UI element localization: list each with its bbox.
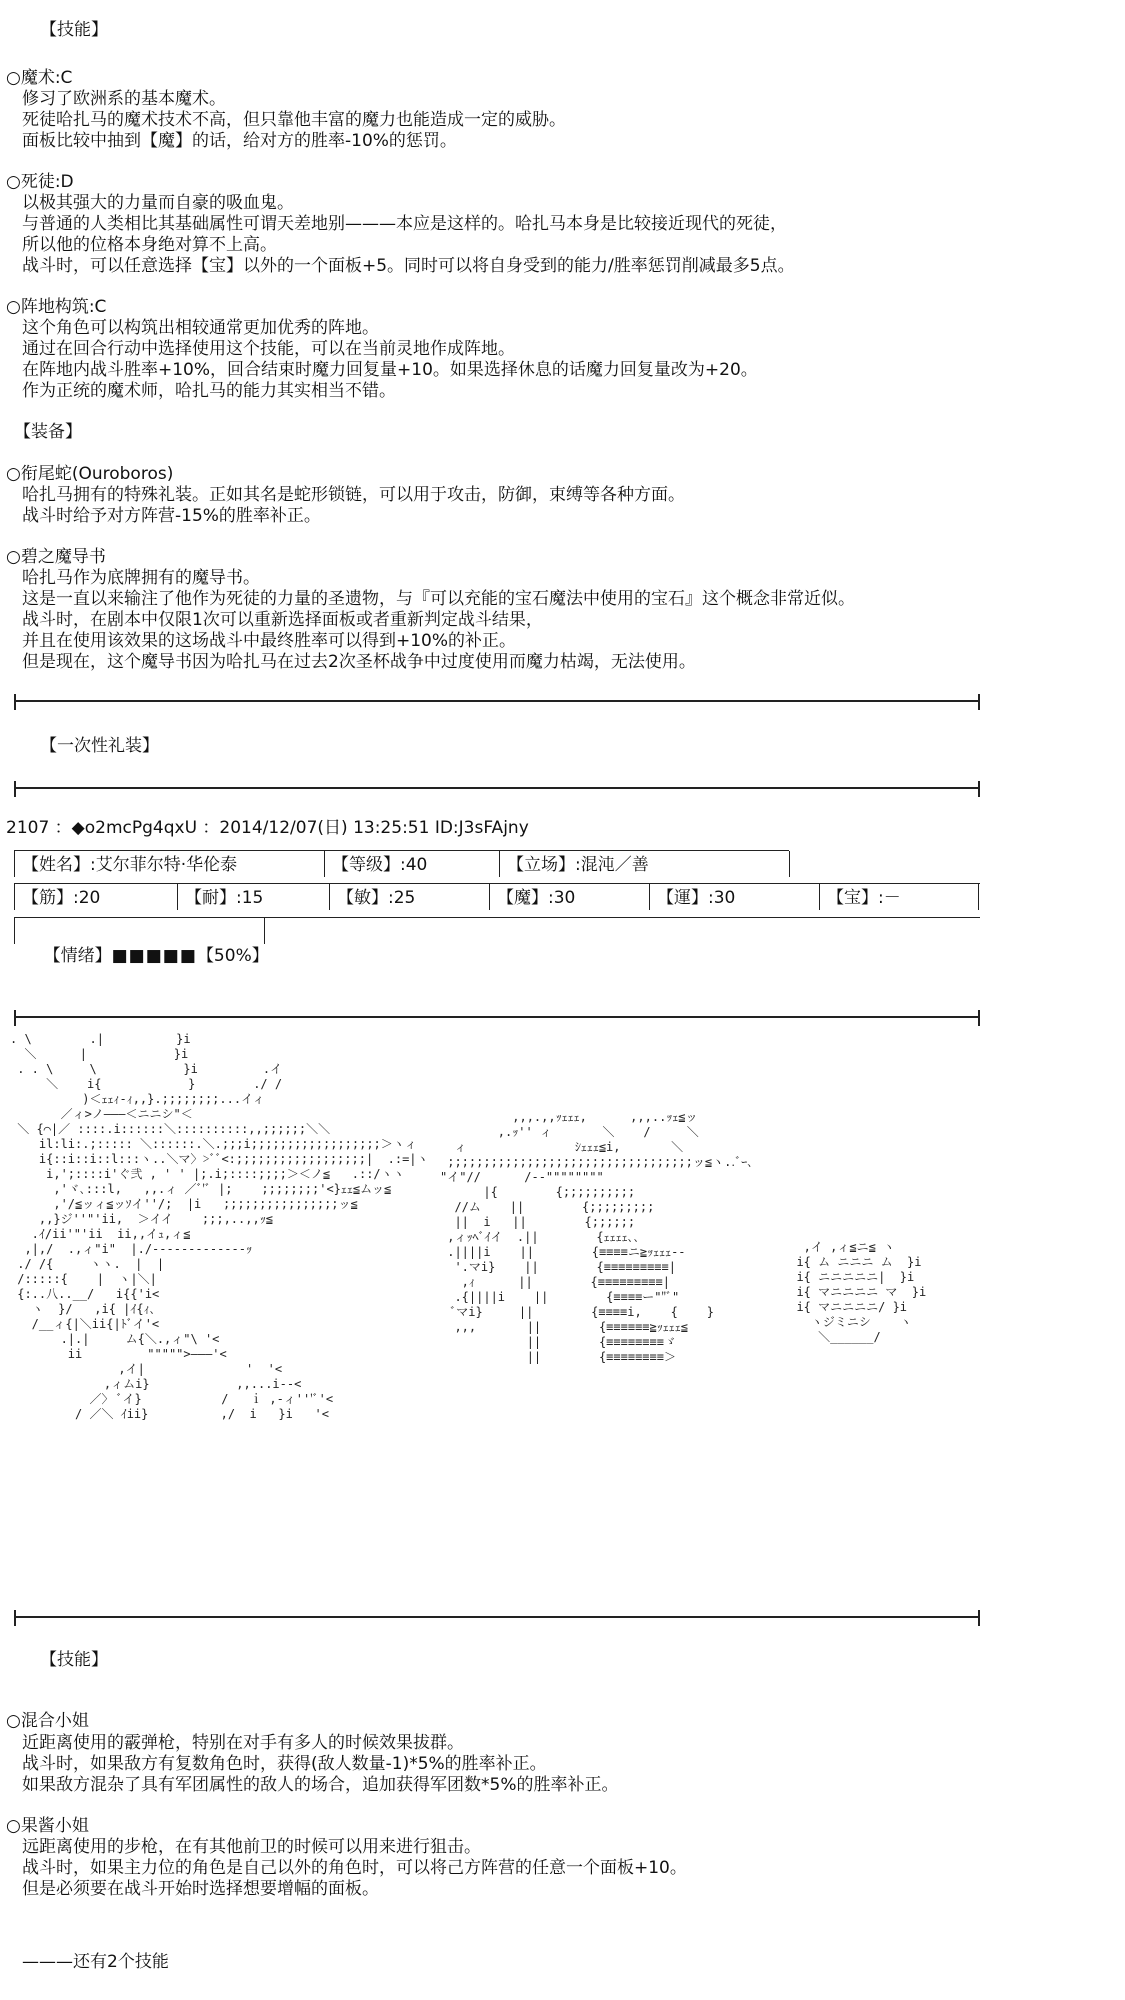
equipment-desc-line: 并且在使用该效果的这场战斗中最终胜率可以得到+10%的补正。: [22, 631, 517, 651]
equipment-desc-line: 这是一直以来输注了他作为死徒的力量的圣遗物，与『可以充能的宝石魔法中使用的宝石』这个概念非常近似。: [22, 589, 855, 609]
skill-desc-line: 战斗时，如果主力位的角色是自己以外的角色时，可以将己方阵营的任意一个面板+10。: [22, 1858, 687, 1878]
section-heading-equipment: 【装备】: [14, 422, 82, 442]
equipment-name: ○碧之魔导书: [6, 547, 106, 567]
skill-desc-line: 在阵地内战斗胜率+10%，回合结束时魔力回复量+10。如果选择休息的话魔力回复量改为+20。: [22, 360, 758, 380]
status-level: 【等级】:40: [324, 853, 499, 879]
skill-desc-line: 所以他的位格本身绝对算不上高。: [22, 235, 277, 255]
equipment-desc-line: 哈扎马作为底牌拥有的魔导书。: [22, 568, 260, 588]
footer-note: ———还有2个技能: [22, 1952, 169, 1972]
table-edge: [264, 920, 272, 946]
status-table-border: [14, 883, 980, 884]
stat-con: 【耐】:15: [177, 886, 329, 912]
skill-desc-line: 如果敌方混杂了具有军团属性的敌人的场合，追加获得军团数*5%的胜率补正。: [22, 1775, 619, 1795]
skill-name: ○果酱小姐: [6, 1816, 89, 1836]
skill-name: ○魔术:C: [6, 68, 73, 88]
stat-np: 【宝】:－: [819, 886, 979, 912]
skill-desc-line: 面板比较中抽到【魔】的话，给对方的胜率-10%的惩罚。: [22, 131, 457, 151]
skill-desc-line: 死徒哈扎马的魔术技术不高，但只靠他丰富的魔力也能造成一定的威胁。: [22, 110, 566, 130]
status-row-mood: [14, 920, 980, 966]
stat-mag: 【魔】:30: [489, 886, 649, 912]
section-heading-skills: 【技能】: [40, 20, 108, 40]
divider: [14, 787, 980, 789]
skill-desc-line: 修习了欧洲系的基本魔术。: [22, 89, 226, 109]
table-edge: [789, 853, 799, 879]
post-header: 2107 ：◆o2mcPg4qxU ：2014/12/07(日) 13:25:51 ID:J3sFAjny: [6, 818, 529, 838]
skill-name: ○死徒:D: [6, 172, 74, 192]
equipment-desc-line: 战斗时，在剧本中仅限1次可以重新选择面板或者重新判定战斗结果，: [22, 610, 543, 630]
table-edge: [978, 886, 986, 912]
cannon-muzzle-ascii-art: ,イ ,ィ≦ニ≦ ヽ i{ ム ニニニ ム }i i{ ニニニニニ| }i i{ マニニニニ マ }i i{ マニニニニ/ }i ヽジミニシ ヽ ＼______/: [796, 1240, 927, 1344]
equipment-desc-line: 但是现在，这个魔导书因为哈扎马在过去2次圣杯战争中过度使用而魔力枯竭，无法使用。: [22, 652, 696, 672]
stat-agi: 【敏】:25: [329, 886, 489, 912]
skill-desc-line: 但是必须要在战斗开始时选择想要增幅的面板。: [22, 1879, 379, 1899]
skill-desc-line: 战斗时，可以任意选择【宝】以外的一个面板+5。同时可以将自身受到的能力/胜率惩罚削减最多5点。: [22, 256, 795, 276]
mood-cell: [14, 920, 269, 966]
mood-percent: 【50%】: [196, 946, 269, 966]
status-row-identity: [14, 853, 980, 879]
equipment-desc-line: 战斗时给予对方阵营-15%的胜率补正。: [22, 506, 321, 526]
skill-name: ○混合小姐: [6, 1711, 89, 1731]
skill-desc-line: 通过在回合行动中选择使用这个技能，可以在当前灵地作成阵地。: [22, 339, 515, 359]
skill-desc-line: 远距离使用的步枪，在有其他前卫的时候可以用来进行狙击。: [22, 1837, 481, 1857]
divider: [14, 1016, 980, 1018]
cannon-ascii-art: ,,,.,,ｯｪｪｪ, ,,,..ｯｪ≦ッ ,.ｯ'' ィ ＼ / ＼ ィ ｼｪｪｪ≦i, ＼ ;;;;;;;;;;;;;;;;;;;;;;;;;;;;;;;;;;ッ≦ヽ..ﾞｰ､ "イ"// /--"""""""" |{ {;;;;;;;;;; //ム || {;;;;;;;;; || i || {;;;;;; ,ィｯﾍﾞｲイ .|| {ｪｪｪｪ､､ .||||i || {≡≡≡≡ニ≧ｯｪｪｪ-- '.マi} || {≡≡≡≡≡≡≡≡≡| ,ｨ || {≡≡≡≡≡≡≡≡≡| .{||||i || {≡≡≡≡ー""ﾞ" ﾞマi} || {≡≡≡≡i, { } ,,, || {≡≡≡≡≡≡≧ｯｪｪｪ≦ || {≡≡≡≡≡≡≡≡ゞ || {≡≡≡≡≡≡≡≡＞: [440, 1110, 754, 1364]
skill-name: ○阵地构筑:C: [6, 297, 107, 317]
status-name: 【姓名】:艾尔菲尔特·华伦泰: [14, 853, 324, 879]
skill-desc-line: 近距离使用的霰弹枪，特别在对手有多人的时候效果拔群。: [22, 1733, 464, 1753]
status-stance: 【立场】:混沌／善: [499, 853, 789, 879]
equipment-desc-line: 哈扎马拥有的特殊礼装。正如其名是蛇形锁链，可以用于攻击，防御，束缚等各种方面。: [22, 485, 685, 505]
character-ascii-art: . \ .| }i ＼ | }i . . \ \ }i .イ ＼ i{ } ./ / )＜ｪｪｨ-ｨ,,}.;;;;;;;;...イィ ／ィ>ノ———＜ニニシ"＜ ＼ {⌒|／ ::::.i::::::＼::::::::::,,;;;;;;＼＼ il:li:.;::::: ＼::::::.＼.;;;i;;;;;;;;;;;;;;;;;;＞ヽィ i{::i::i::l:::ヽ..＼マ〉>ﾞﾞ<:;;;;;;;;;;;;;;;;;;| .:=|ヽ i,';::::i'ぐ弐 , ' ' |;.i;::::;;;;＞＜ノ≦ .::/ヽヽ ,'ヾ､:::l, ,,.ィ ／ﾞ'ﾞ |; ;;;;;;;;'<}ｪｪ≦ムッ≦ ,'/≦ッィ≦ッｿイ''/; |i ;;;;;;;;;;;;;;;;ッ≦ ,,}ジ''"'ii, ＞イイ ;;;,..,,ｯ≦ .ｲ/ii'"'ii ii,,イｭ,ィ≦ ,|,/ .,ィ"i" |./---‐‐‐‐‐‐‐‐‐‐ｯ ./ /{ ヽヽ. | | /:::::{ | ヽ|＼| {:..八..__/ i{{'i< ヽ }/ ,i{ |ｲ{ｨ､ /__ィ{|＼ii{|ﾄﾞイ'< .|.| ム{＼.,ィ"\ '< ii """"">———'< ,イ| ' '< ,ィムi} ,,...i--< ／〉 ﾞイ} / ｉ ,-ィ'''ﾞ'< / ／＼ ｲii} ,/ i }i '<: [10, 1032, 429, 1421]
stat-str: 【筋】:20: [14, 886, 177, 912]
status-row-stats: [14, 886, 980, 912]
mood-gauge: ■■■■■: [111, 946, 197, 966]
divider: [14, 700, 980, 702]
divider: [14, 1616, 980, 1618]
skill-desc-line: 作为正统的魔术师，哈扎马的能力其实相当不错。: [22, 381, 396, 401]
skill-desc-line: 以极其强大的力量而自豪的吸血鬼。: [22, 193, 294, 213]
status-table-border: [14, 917, 980, 918]
section-heading-onetime: 【一次性礼装】: [40, 736, 159, 756]
status-table-border: [14, 850, 789, 851]
mood-label: 【情绪】: [43, 946, 112, 966]
equipment-name: ○衔尾蛇(Ouroboros): [6, 464, 174, 484]
skill-desc-line: 这个角色可以构筑出相较通常更加优秀的阵地。: [22, 318, 379, 338]
stat-luk: 【運】:30: [649, 886, 819, 912]
skill-desc-line: 与普通的人类相比其基础属性可谓天差地别———本应是这样的。哈扎马本身是比较接近现代的死徒，: [22, 214, 787, 234]
skill-desc-line: 战斗时，如果敌方有复数角色时，获得(敌人数量-1)*5%的胜率补正。: [22, 1754, 547, 1774]
section-heading-skills: 【技能】: [40, 1650, 108, 1670]
